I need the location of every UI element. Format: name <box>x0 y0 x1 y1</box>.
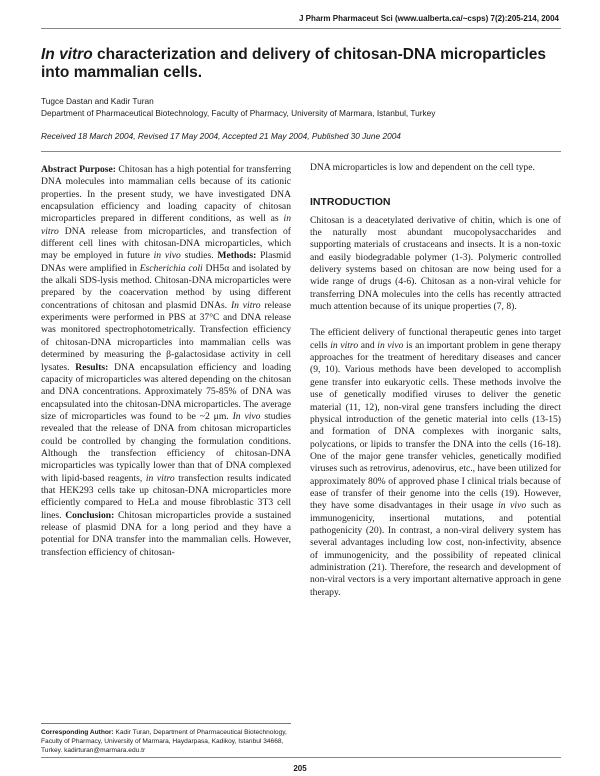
section-rule <box>41 151 561 152</box>
intro-italic: in vivo <box>498 500 527 512</box>
abstract-column <box>41 164 291 559</box>
introduction-paragraph-1: Chitosan is a deacetylated derivative of chitin, which is one of the naturally most abundant mucopolysaccharides and supporting materials of crustaceans and insects. It is a non-toxic and easily biodegradable polymer (1-3). Polymeric controlled delivery systems based on chitosan are now being used for a wide range of drugs (4-6). Chitosan as a non-viral vehicle for transferring DNA molecules into the cells has recently attracted much attention because of its unique properties (7, 8). <box>310 214 561 313</box>
abstract-text: Plasmid DNAs were amplified in <box>41 250 292 274</box>
abstract <box>41 164 291 559</box>
affiliation: Department of Pharmaceutical Biotechnology, Faculty of Pharmacy, University of Marmara, Istanbul, Turkey <box>41 108 436 118</box>
abstract-text: studies revealed that the release of DNA from chitosan microparticles could be controlled by changing the formulation conditions. Although the transfection efficiency of chitosan-DNA microparticles was typically lower than that of DNA complexed with lipid-based reagents, <box>41 410 291 484</box>
footnote-rule <box>41 723 291 724</box>
abstract-italic: in vitro <box>41 213 291 237</box>
right-column <box>310 162 561 599</box>
abstract-italic: In vitro <box>230 299 261 311</box>
abstract-purpose-label: Abstract Purpose: <box>41 164 116 175</box>
title-italic: In vitro <box>41 46 93 63</box>
footer-rule <box>41 757 561 758</box>
received-dates: Received 18 March 2004, Revised 17 May 2004, Accepted 21 May 2004, Published 30 June 2004 <box>41 131 401 141</box>
abstract-conclusion-label: Conclusion: <box>65 509 115 521</box>
footnote-text: Kadir Turan, Department of Pharmaceutical Biotechnology, Faculty of Pharmacy, University of Marmara, Haydarpasa, Kadikoy, Istanbul 34668, Turkey. kadirturan@marmara.edu.tr <box>41 729 287 754</box>
paragraph-gap <box>310 313 561 327</box>
abstract-text: release experiments were performed in PBS at 37°C and DNA release was monitored spectrophotometrically. Transfection efficiency of chitosan-DNA microparticles into mammalian cells was determined by measuring the β-galactosidase activity in cell lysates. <box>41 299 291 373</box>
intro-text: such as immunogenicity, insertional mutations, and potential pathogenicity (20). In contrast, a non-viral delivery system has several advantages including low cost, non-infectivity, absence of immunogenicity, and the possibility of repeated clinical administration (21). Therefore, the research and development of non-viral vectors is a very important alternative approach in gene therapy. <box>310 500 562 598</box>
abstract-text: Chitosan has a high potential for transferring DNA molecules into mammalian cells because of its cationic properties. In the present study, we have investigated DNA encapsulation efficiency and loading capacity of chitosan microparticles prepared in different conditions, as well as <box>41 164 291 225</box>
page-number: 205 <box>293 764 307 773</box>
abstract-methods-label: Methods: <box>217 250 257 262</box>
abstract-text: Chitosan microparticles provide a sustained release of plasmid DNA for a long period and they have a potential for DNA transfer into the mammalian cells. However, transfection efficiency of chitosan- <box>41 509 291 558</box>
abstract-italic: in vitro <box>145 472 175 484</box>
intro-italic: in vitro <box>330 339 359 351</box>
abstract-text: DNA encapsulation efficiency and loading capacity of microparticles was altered depending on the chitosan and DNA concentrations. Approximately 75-85% of DNA was encapsulated into the chitosan-DNA microparticles. The average size of microparticles was found to be ~2 μm. <box>41 361 292 422</box>
abstract-italic: In vivo <box>232 410 261 422</box>
abstract-text: studies. <box>180 250 214 262</box>
abstract-text: DH5α and isolated by the alkali SDS-lysis method. Chitosan-DNA microparticles were prepared by the coacervation method by using different concentrations of chitosan and plasmid DNAs. <box>41 262 292 311</box>
abstract-text: transfection results indicated that HEK293 cells take up chitosan-DNA microparticles more efficiently compared to HeLa and mouse fibroblastic 3T3 cell lines. <box>41 472 291 521</box>
journal-header: J Pharm Pharmaceut Sci (www.ualberta.ca/~csps) 7(2):205-214, 2004 <box>298 14 559 23</box>
abstract-results-label: Results: <box>75 361 109 373</box>
authors: Tugce Dastan and Kadir Turan <box>41 96 154 106</box>
abstract-text: DNA release from microparticles, and transfection of different cell lines with chitosan-DNA microparticles, which may be employed in future <box>41 225 291 262</box>
article-title <box>41 46 561 82</box>
abstract-italic: in vivo <box>153 250 181 262</box>
intro-text: is an important problem in gene therapy approaches for the treatment of hereditary diseases and cancer (9, 10). Various methods have been developed to accomplish gene transfer into eukaryotic cells. These methods involve the use of genetically modified viruses to deliver the genetic material (11, 12), non-viral gene transfers including the direct physical introduction of the genetic material into cells (13-15) and formation of DNA complexes with inorganic salts, polycations, or lipids to transfer the DNA into the cells (16-18). One of the major gene transfer vehicles, genetically modified viruses such as retrovirus, adenovirus, etc., have been utilized for approximately 80% of approved phase I clinical trials because of ease of transfer of their genome into the cells (19). However, they have some disadvantages in their usage <box>310 339 561 512</box>
footnote-label: Corresponding Author: <box>41 729 114 736</box>
title-rest: characterization and delivery of chitosan-DNA microparticles into mammalian cells. <box>41 46 547 81</box>
introduction-heading: INTRODUCTION <box>310 196 391 209</box>
abstract-italic: Escherichia coli <box>139 262 203 274</box>
intro-text: and <box>358 339 378 351</box>
abstract-continuation: DNA microparticles is low and dependent on the cell type. <box>310 162 535 173</box>
header-rule <box>41 28 561 29</box>
intro-italic: in vivo <box>377 339 404 351</box>
corresponding-author-footnote <box>41 728 291 755</box>
intro-text: The efficient delivery of functional therapeutic genes into target cells <box>310 327 561 351</box>
introduction-paragraph-2 <box>310 327 561 599</box>
